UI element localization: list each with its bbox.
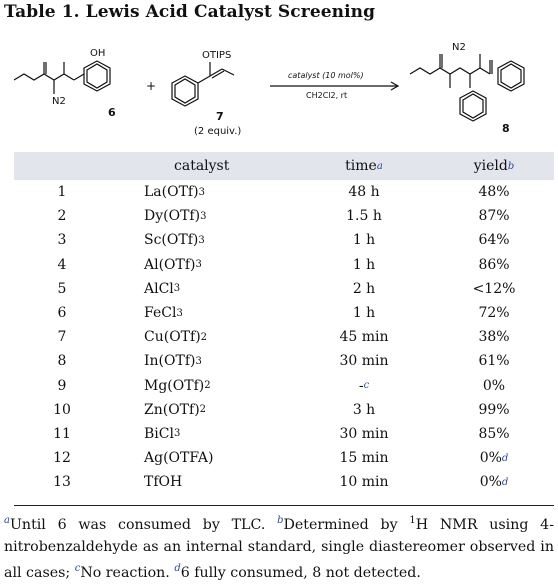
catalyst-subscript: 3 bbox=[198, 186, 205, 198]
otips-label: OTIPS bbox=[202, 50, 232, 61]
table-row bbox=[14, 398, 554, 422]
time-cell: 30 min bbox=[339, 353, 389, 370]
yield-cell: 61% bbox=[478, 353, 510, 370]
catalyst-cell: Cu(OTf) 2 bbox=[144, 329, 208, 346]
footnote-b-part2: H NMR using 4-nitrobenzaldehyde as an internal standard, single diastereomer observed in all cases; bbox=[4, 517, 555, 581]
header-catalyst: catalyst bbox=[174, 158, 230, 174]
catalyst-cell: TfOH bbox=[144, 474, 183, 491]
catalyst-subscript: 3 bbox=[198, 234, 205, 246]
yield-cell: 64% bbox=[478, 232, 510, 249]
entry-number: 7 bbox=[57, 329, 67, 346]
time-cell: 3 h bbox=[352, 401, 376, 418]
yield-note: d bbox=[501, 476, 509, 488]
reaction-scheme bbox=[0, 28, 558, 150]
footnote-d: 6 fully consumed, 8 not detected. bbox=[180, 565, 421, 581]
yield-cell: <12% bbox=[472, 280, 516, 297]
catalyst-cell: FeCl 3 bbox=[144, 305, 183, 322]
catalyst-cell: Ag(OTFA) bbox=[144, 450, 214, 467]
time-cell: - c bbox=[358, 377, 370, 394]
oh-label: OH bbox=[90, 48, 106, 59]
entry-number: 11 bbox=[53, 425, 71, 442]
entry-number: 8 bbox=[57, 353, 67, 370]
time-cell: 10 min bbox=[339, 474, 389, 491]
screening-table bbox=[14, 152, 554, 494]
catalyst-cell: BiCl 3 bbox=[144, 425, 181, 442]
catalyst-subscript: 2 bbox=[200, 331, 208, 343]
arrow-conditions-bottom: CH2Cl2, rt bbox=[306, 91, 348, 100]
entry-number: 12 bbox=[53, 450, 71, 467]
equiv-note: (2 equiv.) bbox=[194, 126, 242, 137]
entry-number: 3 bbox=[57, 232, 67, 249]
yield-cell: 48% bbox=[478, 184, 510, 201]
entry-number: 2 bbox=[57, 208, 67, 225]
compound-7-label: 7 bbox=[216, 110, 224, 123]
catalyst-subscript: 3 bbox=[173, 283, 181, 295]
table-row bbox=[14, 325, 554, 349]
entry-number: 6 bbox=[57, 305, 67, 322]
catalyst-cell: AlCl 3 bbox=[144, 280, 181, 297]
yield-cell: 99% bbox=[478, 401, 510, 418]
entry-number: 9 bbox=[57, 377, 67, 394]
catalyst-subscript: 3 bbox=[176, 307, 183, 319]
header-yield: yield b bbox=[473, 158, 515, 174]
catalyst-cell: Sc(OTf) 3 bbox=[144, 232, 205, 249]
footnote-a: Until 6 was consumed by TLC. bbox=[9, 517, 278, 533]
entry-number: 4 bbox=[57, 256, 67, 273]
yield-cell: 85% bbox=[478, 425, 510, 442]
yield-cell: 38% bbox=[478, 329, 510, 346]
arrow-conditions-top: catalyst (10 mol%) bbox=[288, 71, 364, 80]
table-title: Table 1. Lewis Acid Catalyst Screening bbox=[4, 2, 376, 22]
table-row bbox=[14, 253, 554, 277]
header-time: time a bbox=[345, 158, 383, 174]
table-row bbox=[14, 470, 554, 494]
table-row bbox=[14, 422, 554, 446]
footnote-d-mark: d bbox=[174, 563, 181, 574]
table-body bbox=[14, 180, 554, 494]
time-cell: 1 h bbox=[352, 305, 376, 322]
footnote-c-mark: c bbox=[74, 563, 81, 574]
catalyst-subscript: 3 bbox=[173, 428, 181, 440]
table-row bbox=[14, 180, 554, 204]
entry-number: 13 bbox=[53, 474, 71, 491]
n2-label-left: N2 bbox=[52, 96, 66, 107]
table-row bbox=[14, 374, 554, 398]
footnote-b-part1: Determined by bbox=[283, 517, 410, 533]
table-row bbox=[14, 446, 554, 470]
entry-number: 5 bbox=[57, 280, 67, 297]
time-cell: 15 min bbox=[339, 450, 389, 467]
time-cell: 48 h bbox=[348, 184, 380, 201]
time-cell: 1 h bbox=[352, 256, 376, 273]
compound-8-label: 8 bbox=[502, 122, 510, 135]
time-cell: 1.5 h bbox=[346, 208, 382, 225]
catalyst-cell: Zn(OTf) 2 bbox=[144, 401, 207, 418]
entry-number: 10 bbox=[53, 401, 71, 418]
time-cell: 1 h bbox=[352, 232, 376, 249]
table-row bbox=[14, 349, 554, 373]
time-cell: 45 min bbox=[339, 329, 389, 346]
table-footnotes bbox=[4, 510, 554, 584]
catalyst-cell: In(OTf) 3 bbox=[144, 353, 202, 370]
compound-6-label: 6 bbox=[108, 106, 116, 119]
yield-cell: 72% bbox=[478, 305, 510, 322]
yield-cell: 86% bbox=[478, 256, 510, 273]
catalyst-subscript: 2 bbox=[199, 404, 207, 416]
yield-note: d bbox=[501, 452, 509, 464]
footnote-b-mark: b bbox=[277, 515, 284, 526]
entry-number: 1 bbox=[57, 184, 67, 201]
table-bottom-rule bbox=[14, 505, 554, 506]
table-row bbox=[14, 277, 554, 301]
table-header bbox=[14, 152, 554, 180]
catalyst-subscript: 3 bbox=[200, 210, 207, 222]
plus-sign: + bbox=[146, 79, 157, 93]
header-yield-note: b bbox=[507, 160, 515, 172]
footnote-h-mass: 1 bbox=[409, 515, 416, 526]
header-time-note: a bbox=[376, 160, 383, 172]
table-row bbox=[14, 301, 554, 325]
yield-cell: 0% bbox=[482, 377, 506, 394]
catalyst-cell: Mg(OTf) 2 bbox=[144, 377, 211, 394]
yield-cell: 0% d bbox=[479, 474, 509, 491]
catalyst-cell: Al(OTf) 3 bbox=[144, 256, 202, 273]
table-row bbox=[14, 204, 554, 228]
catalyst-subscript: 3 bbox=[195, 355, 202, 367]
yield-cell: 87% bbox=[478, 208, 510, 225]
catalyst-cell: La(OTf) 3 bbox=[144, 184, 205, 201]
footnote-c: No reaction. bbox=[80, 565, 175, 581]
catalyst-cell: Dy(OTf) 3 bbox=[144, 208, 207, 225]
catalyst-subscript: 3 bbox=[195, 259, 202, 271]
yield-cell: 0% d bbox=[479, 450, 509, 467]
footnote-a-mark: a bbox=[4, 515, 10, 526]
time-note: c bbox=[363, 380, 370, 392]
time-cell: 30 min bbox=[339, 425, 389, 442]
reaction-scheme-drawing bbox=[0, 28, 558, 150]
table-row bbox=[14, 228, 554, 252]
n2-label-right: N2 bbox=[452, 42, 466, 53]
time-cell: 2 h bbox=[352, 280, 376, 297]
catalyst-subscript: 2 bbox=[204, 380, 211, 392]
